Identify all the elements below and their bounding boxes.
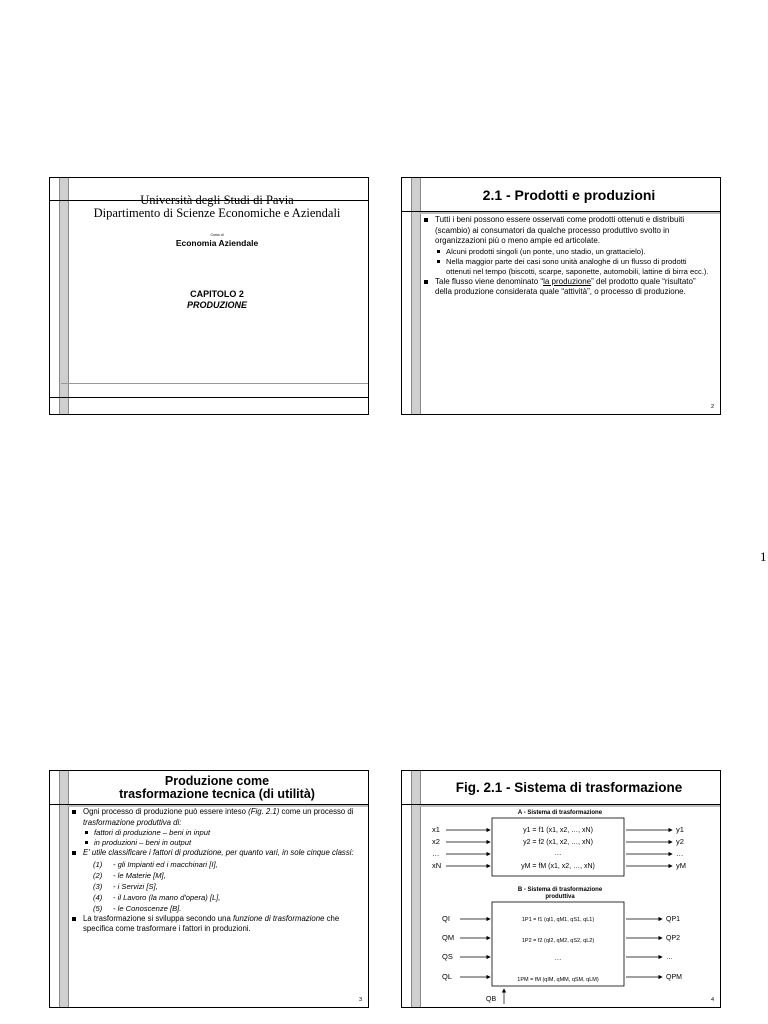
output-label: y2: [676, 837, 684, 846]
equation: 1P1 = f1 (qI1, qM1, qS1, qL1): [521, 917, 595, 923]
slide-title: Produzione come trasformazione tecnica (di utilità): [119, 773, 315, 801]
output-label: QPM: [666, 974, 682, 981]
input-label: QI: [442, 914, 450, 923]
bullet: Tutti i beni possono essere osservati come prodotti ottenuti e distribuiti (scambio) ai consumatori da qualche processo produttivo svolto in organizzazioni più o meno ampie ed articolate.: [422, 215, 712, 247]
section-b-title: B - Sistema di trasformazione: [517, 887, 603, 893]
bullet: Ogni processo di produzione può essere inteso (Fig. 2.1) come un processo di trasformazione produttiva di:: [70, 807, 360, 828]
slide-body: [70, 807, 360, 935]
slide-1-title: [49, 177, 369, 415]
equation: 1PM = fM (qIM, qMM, qSM, qLM): [517, 977, 599, 983]
equation: y2 = f2 (x1, x2, …, xN): [523, 839, 593, 846]
input-label: x1: [432, 825, 440, 834]
bullet: Tale flusso viene denominato “la produzione” del prodotto quale “risultato” della produzione considerata quale “attività”, o processo di produzione.: [422, 277, 712, 298]
corso-label: Corso di: [210, 233, 224, 237]
slide-4-figure: [401, 770, 721, 1008]
output-label: y1: [676, 825, 684, 834]
section-b-title: produttiva: [545, 894, 575, 900]
input-label: xN: [432, 861, 442, 870]
class-item: (4) - il Lavoro (la mano d'opera) [L],: [93, 892, 221, 902]
class-item: (2) - le Materie [M],: [93, 870, 166, 880]
equation: y1 = f1 (x1, x2, …, xN): [523, 827, 593, 834]
slide-title: Fig. 2.1 - Sistema di trasformazione: [455, 780, 683, 795]
slide-body: [422, 215, 712, 298]
output-label: …: [666, 954, 673, 961]
equation: …: [554, 955, 562, 962]
input-label: QM: [442, 933, 455, 942]
class-item: (5) - le Conoscenze [B].: [93, 903, 182, 913]
bullet: La trasformazione si sviluppa secondo una funzione di trasformazione che specifica come trasformare i fattori in produzioni.: [70, 914, 360, 935]
class-item: (3) - i Servizi [S],: [93, 881, 158, 891]
sub-bullet: Alcuni prodotti singoli (un ponte, uno stadio, un grattacielo).: [422, 247, 712, 257]
equation: yM = fM (x1, x2, …, xN): [521, 863, 595, 870]
slide-3-produzione: [49, 770, 369, 1008]
input-label: QL: [442, 972, 453, 981]
equation: 1P2 = f2 (qI2, qM2, qS2, qL2): [521, 938, 595, 944]
page-number: 1: [760, 549, 767, 564]
bullet: E' utile classificare i fattori di produzione, per quanto vari, in sole cinque classi:: [70, 848, 360, 859]
output-label: QP1: [666, 916, 681, 923]
slide-2-prodotti: [401, 177, 721, 415]
course-name: Economia Aziendale: [175, 238, 259, 248]
sub-bullet: in produzioni – beni in output: [70, 838, 360, 848]
sub-bullet: fattori di produzione – beni in input: [70, 828, 360, 838]
input-label: x2: [432, 837, 440, 846]
input-label: …: [432, 849, 440, 858]
transformation-diagram: [420, 804, 720, 1007]
output-label: …: [676, 849, 684, 858]
chapter-heading: CAPITOLO 2 PRODUZIONE: [186, 289, 247, 310]
output-label: QP2: [666, 935, 681, 942]
input-label: QS: [442, 952, 453, 961]
transformation-box-b: [492, 902, 624, 986]
section-a-title: A - Sistema di trasformazione: [517, 810, 603, 816]
university-heading: Università degli Studi di Pavia Dipartimento di Scienze Economiche e Aziendali: [93, 193, 341, 220]
slide-title: 2.1 - Prodotti e produzioni: [482, 186, 656, 203]
slide-page-number: 4: [710, 997, 714, 1003]
slide-page-number: 3: [358, 997, 362, 1003]
sub-bullet: Nella maggior parte dei casi sono unità analoghe di un flusso di prodotti ottenuti nel tempo (biscotti, scarpe, saponette, automobili, lattine di birra ecc.).: [422, 257, 712, 277]
qb-label: QB: [486, 996, 497, 1003]
class-item: (1) - gli Impianti ed i macchinari [I],: [93, 859, 218, 869]
output-label: yM: [676, 861, 686, 870]
equation: …: [554, 850, 562, 857]
slide-page-number: 2: [710, 404, 714, 410]
